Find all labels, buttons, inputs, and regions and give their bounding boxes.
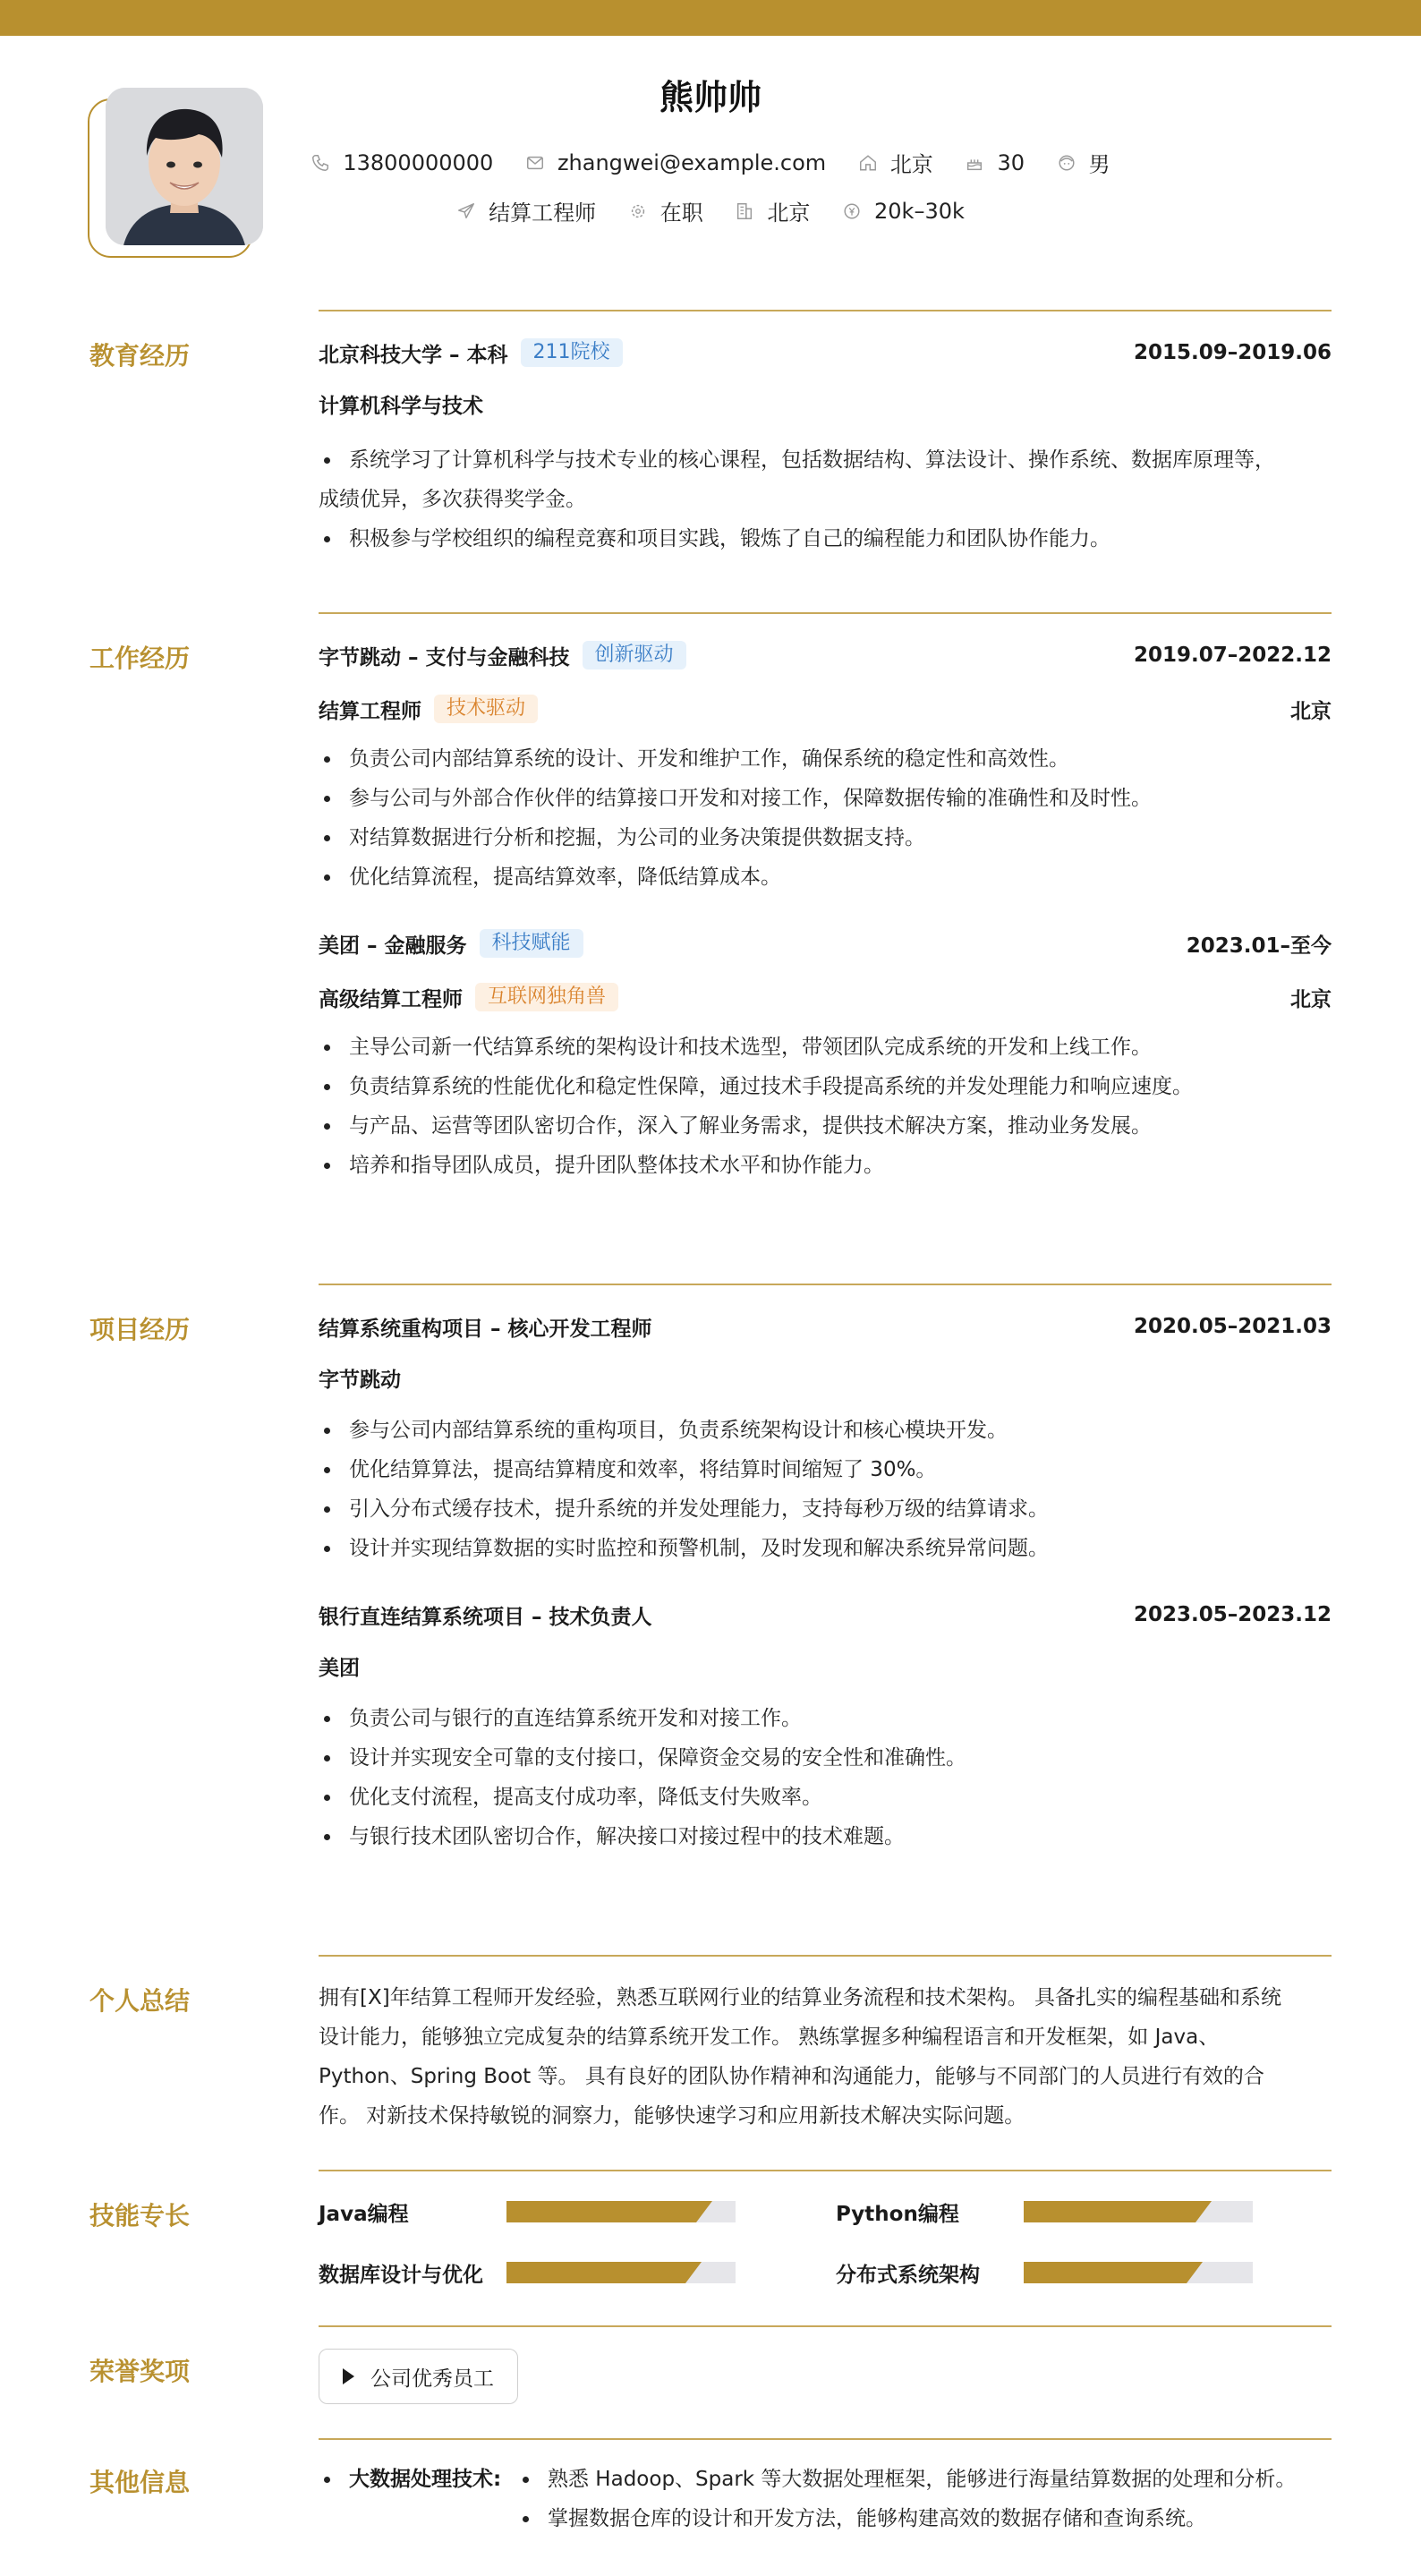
section-title: 工作经历 [89,644,191,673]
role-header [319,981,1332,1013]
skill-bar-notch [1196,2201,1212,2222]
company-tag: 科技赋能 [480,929,583,958]
list-item: 设计并实现结算数据的实时监控和预警机制，及时发现和解决系统异常问题。 [319,1529,1332,1568]
company-name: 美团 – 金融服务 [319,934,467,958]
skill-item [836,2259,1253,2286]
skill-bar [506,2262,736,2283]
award-chip[interactable] [319,2349,518,2404]
summary-line: 设计能力，能够独立完成复杂的结算系统开发工作。 熟练掌握多种编程语言和开发框架，如 Java、 [319,2026,1220,2049]
skill-item [836,2198,1253,2225]
company-tag: 创新驱动 [583,641,686,670]
project-bullets [319,1699,1332,1856]
project-name: 银行直连结算系统项目 – 技术负责人 [319,1605,652,1629]
project-company: 字节跳动 [319,1369,401,1392]
project-period: 2023.05–2023.12 [1133,1603,1332,1626]
section-divider [319,612,1332,614]
list-item: 与产品、运营等团队密切合作，深入了解业务需求，提供技术解决方案，推动业务发展。 [319,1106,1332,1146]
skill-bar-fill [1024,2262,1203,2283]
bullet-dot [324,2477,330,2483]
project-header [319,1599,1332,1631]
other-item [319,2460,1332,2538]
work-city-text: 北京 [767,200,811,226]
section-title: 其他信息 [89,2468,191,2497]
gender-text: 男 [1088,152,1110,177]
list-item: 系统学习了计算机科学与技术专业的核心课程，包括数据结构、算法设计、操作系统、数据库原理等， [319,440,1332,480]
summary-content [319,1978,1332,2136]
section-divider [319,310,1332,311]
section-title: 个人总结 [89,1986,191,2016]
skill-item [319,2259,736,2286]
summary-line: Python、Spring Boot 等。 具有良好的团队协作精神和沟通能力，能够与不同部门的人员进行有效的合 [319,2065,1264,2088]
section-title: 教育经历 [89,341,191,371]
role-tag: 互联网独角兽 [475,983,618,1011]
location-item [858,147,933,178]
list-item: 负责公司与银行的直连结算系统开发和对接工作。 [319,1699,1332,1738]
phone-text: 13800000000 [343,149,494,175]
list-item: 优化支付流程，提高支付成功率，降低支付失败率。 [319,1778,1332,1817]
skill-name: Python编程 [836,2202,959,2226]
age-text: 30 [997,149,1025,175]
salary-text: 20k–30k [874,198,965,224]
role-tag: 技术驱动 [434,695,538,723]
cake-icon [965,153,984,173]
list-item-continuation: 成绩优异，多次获得奖学金。 [319,488,586,511]
skill-bar-fill [1024,2201,1212,2222]
age-item [965,150,1025,175]
list-item: 引入分布式缓存技术，提升系统的并发处理能力，支持每秒万级的结算请求。 [319,1489,1332,1529]
job-bullets [319,1028,1332,1185]
work-content [319,639,1332,1185]
role-header [319,693,1332,725]
email-text: zhangwei@example.com [557,149,827,175]
section-divider [319,2170,1332,2171]
project-bullets [319,1411,1332,1568]
skill-bar [1024,2262,1253,2283]
list-item: 积极参与学校组织的编程竞赛和项目实践，锻炼了自己的编程能力和团队协作能力。 [319,519,1332,559]
role-name: 高级结算工程师 [319,987,463,1011]
project-header [319,1310,1332,1343]
home-icon [858,153,878,173]
contact-row [0,147,1421,178]
email-item [525,150,826,175]
job-city: 北京 [1290,699,1332,723]
summary-line: 作。 对新技术保持敏锐的洞察力，能够快速学习和应用新技术解决实际问题。 [319,2104,1025,2128]
list-item: 设计并实现安全可靠的支付接口，保障资金交易的安全性和准确性。 [319,1738,1332,1778]
skill-bar-fill [506,2201,712,2222]
company-name: 字节跳动 – 支付与金融科技 [319,645,570,670]
list-item: 参与公司与外部合作伙伴的结算接口开发和对接工作，保障数据传输的准确性和及时性。 [319,779,1332,818]
location-text: 北京 [889,152,933,177]
job-intent-row [0,195,1421,226]
job-header [319,927,1332,960]
list-item: 参与公司内部结算系统的重构项目，负责系统架构设计和核心模块开发。 [319,1411,1332,1450]
job-period: 2023.01–至今 [1186,934,1332,958]
school-name: 北京科技大学 – 本科 [319,343,508,367]
mail-icon [525,153,545,173]
list-item: 培养和指导团队成员，提升团队整体技术水平和协作能力。 [319,1146,1332,1185]
projects-content [319,1310,1332,1856]
list-item: 熟悉 Hadoop、Spark 等大数据处理框架，能够进行海量结算数据的处理和分析。 [517,2460,1332,2499]
skill-bar-notch [1187,2262,1203,2283]
job-title-item [456,195,596,226]
job-bullets [319,739,1332,897]
skill-name: 分布式系统架构 [836,2263,980,2287]
list-item: 优化结算算法，提高结算精度和效率，将结算时间缩短了 30%。 [319,1450,1332,1489]
job-title-text: 结算工程师 [489,200,597,226]
education-period: 2015.09–2019.06 [1133,341,1332,364]
phone-item [311,150,493,175]
gender-item [1057,147,1110,178]
skill-bar [506,2201,736,2222]
play-icon [343,2368,354,2384]
skill-bar [1024,2201,1253,2222]
school-tag: 211院校 [521,338,623,367]
status-icon [628,201,648,221]
list-item: 掌握数据仓库的设计和开发方法，能够构建高效的数据存储和查询系统。 [517,2499,1332,2538]
section-title: 项目经历 [89,1315,191,1344]
skill-bar-notch [685,2262,702,2283]
education-bullets [319,440,1332,559]
list-item: 负责结算系统的性能优化和稳定性保障，通过技术手段提高系统的并发处理能力和响应速度。 [319,1067,1332,1106]
skill-name: Java编程 [319,2202,409,2226]
list-item: 对结算数据进行分析和挖掘，为公司的业务决策提供数据支持。 [319,818,1332,857]
section-divider [319,1284,1332,1285]
other-content [319,2460,1332,2538]
top-accent-bar [0,0,1421,36]
section-title: 荣誉奖项 [89,2357,191,2386]
other-bullets [517,2460,1332,2538]
summary-line: 拥有[X]年结算工程师开发经验，熟悉互联网行业的结算业务流程和技术架构。 具备扎实的编程基础和系统 [319,1986,1282,2009]
other-key: 大数据处理技术: [349,2468,502,2491]
education-header [319,337,1332,369]
project-company: 美团 [319,1657,360,1680]
skill-name: 数据库设计与优化 [319,2263,483,2287]
project-name: 结算系统重构项目 – 核心开发工程师 [319,1317,652,1341]
phone-icon [311,153,330,173]
job-header [319,639,1332,671]
list-item: 负责公司内部结算系统的设计、开发和维护工作，确保系统的稳定性和高效性。 [319,739,1332,779]
salary-item [842,199,965,224]
project-period: 2020.05–2021.03 [1133,1315,1332,1338]
work-city-item [735,195,810,226]
status-text: 在职 [659,200,703,226]
list-item: 优化结算流程，提高结算效率，降低结算成本。 [319,857,1332,897]
money-icon [842,201,862,221]
section-divider [319,1955,1332,1957]
list-item: 主导公司新一代结算系统的架构设计和技术选型，带领团队完成系统的开发和上线工作。 [319,1028,1332,1067]
status-item [628,195,703,226]
major: 计算机科学与技术 [319,395,483,418]
education-content [319,337,1332,559]
award-label: 公司优秀员工 [370,2367,494,2391]
candidate-name: 熊帅帅 [659,78,762,117]
role-name: 结算工程师 [319,699,421,723]
building-icon [735,201,754,221]
face-icon [1057,153,1076,173]
skill-item [319,2198,736,2225]
job-period: 2019.07–2022.12 [1133,644,1332,667]
job-city: 北京 [1290,987,1332,1011]
skill-bar-notch [696,2201,712,2222]
section-divider [319,2325,1332,2327]
send-icon [456,201,476,221]
skill-bar-fill [506,2262,702,2283]
list-item: 与银行技术团队密切合作，解决接口对接过程中的技术难题。 [319,1817,1332,1856]
other-key-wrap [319,2460,517,2538]
section-divider [319,2438,1332,2440]
section-title: 技能专长 [89,2201,191,2231]
